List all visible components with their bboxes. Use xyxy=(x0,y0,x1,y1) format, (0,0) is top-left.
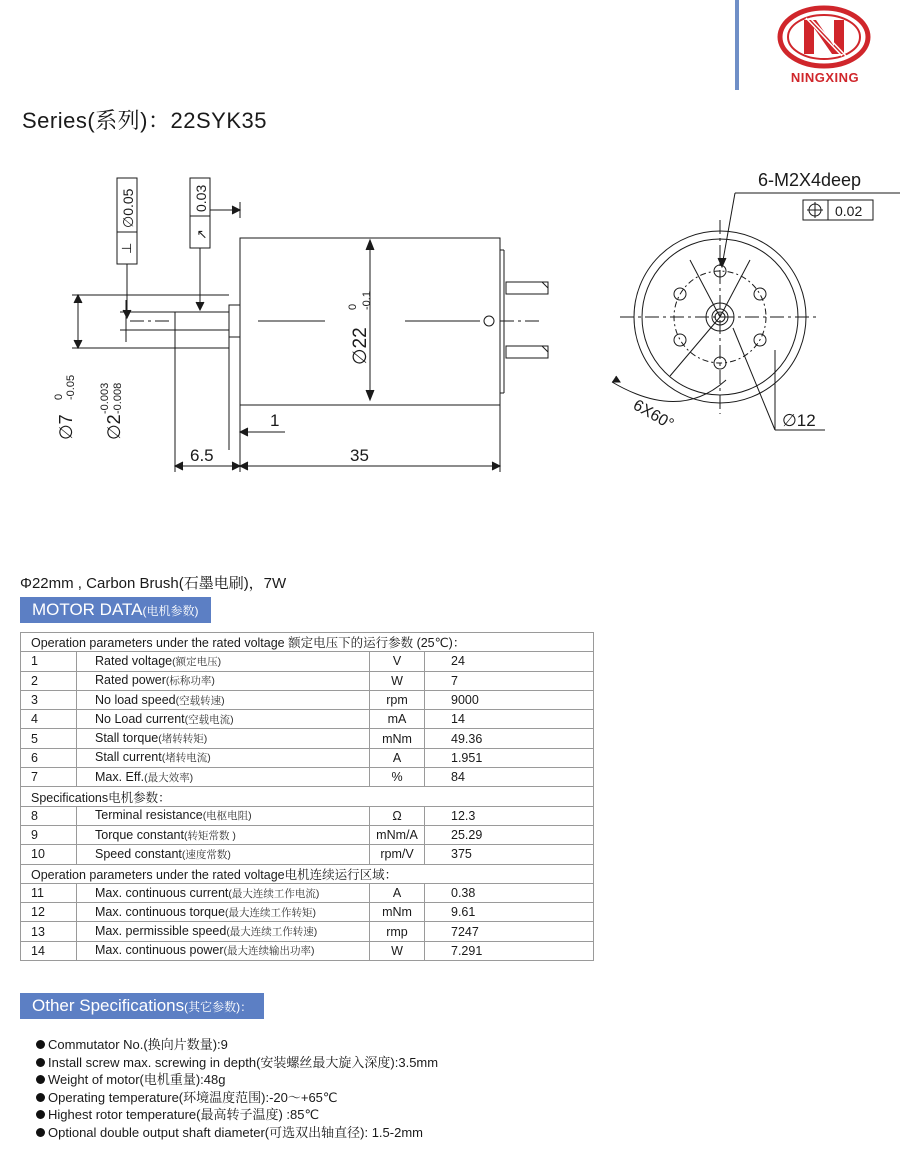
motor-drawing xyxy=(0,150,920,480)
dim-boss-length: 1 xyxy=(270,411,280,430)
bullet-icon xyxy=(36,1128,45,1137)
table-row: 9 Torque constant(转矩常数 ) mNm/A 25.29 xyxy=(21,825,594,844)
table-row: 2 Rated power(标称功率) W 7 xyxy=(21,671,594,690)
list-item: Weight of motor(电机重量):48g xyxy=(36,1071,438,1089)
motor-data-title: MOTOR DATA xyxy=(32,600,143,619)
bullet-icon xyxy=(36,1110,45,1119)
list-item: Highest rotor temperature(最高转子温度) :85℃ xyxy=(36,1106,438,1124)
table-row: 4 No Load current(空载电流) mA 14 xyxy=(21,710,594,729)
dim-shaft-tol-low: -0.008 xyxy=(112,382,124,414)
tol-box-2-value: 0.03 xyxy=(193,184,209,212)
motor-data-table xyxy=(20,632,594,961)
dim-body-tol-low: -0.1 xyxy=(361,291,373,310)
tol-box-2-symbol: ↗ xyxy=(194,229,209,240)
motor-data-title-cn: (电机参数) xyxy=(142,604,199,618)
brand-name: NINGXING xyxy=(790,70,860,85)
table-row: 7 Max. Eff.(最大效率) % 84 xyxy=(21,768,594,787)
bullet-icon xyxy=(36,1093,45,1102)
table-row: 11 Max. continuous current(最大连续工作电流) A 0.38 xyxy=(21,883,594,902)
series-title: Series(系列)：22SYK35 xyxy=(22,108,267,133)
bullet-icon xyxy=(36,1058,45,1067)
bolt-circle-diameter: ∅12 xyxy=(782,411,816,430)
table-section-header: Operation parameters under the rated voltage电机连续运行区域： xyxy=(21,864,594,883)
table-row: 8 Terminal resistance(电枢电阻) Ω 12.3 xyxy=(21,806,594,825)
table-section-header: Operation parameters under the rated voltage 额定电压下的运行参数 (25℃)： xyxy=(21,633,594,652)
list-item: Optional double output shaft diameter(可选双出轴直径): 1.5-2mm xyxy=(36,1124,438,1142)
screw-hole-spec: 6-M2X4deep xyxy=(758,170,862,190)
header-divider xyxy=(735,0,739,90)
dim-boss-tol-up: 0 xyxy=(53,393,65,400)
table-row: 5 Stall torque(堵转转矩) mNm 49.36 xyxy=(21,729,594,748)
table-row: 3 No load speed(空载转速) rpm 9000 xyxy=(21,690,594,709)
dim-shaft-tol-up: -0.003 xyxy=(99,382,111,414)
bullet-icon xyxy=(36,1040,45,1049)
table-row: 13 Max. permissible speed(最大连续工作转速) rmp 7247 xyxy=(21,922,594,941)
tol-box-1-value: ∅0.05 xyxy=(120,188,136,228)
dim-boss-tol-low: -0.05 xyxy=(65,374,77,400)
list-item: Commutator No.(换向片数量):9 xyxy=(36,1036,438,1054)
other-specs-title-cn: (其它参数)： xyxy=(184,1000,253,1014)
table-row: 10 Speed constant(速度常数) rpm/V 375 xyxy=(21,845,594,864)
other-specs-list xyxy=(36,1036,438,1141)
table-row: 12 Max. continuous torque(最大连续工作转矩) mNm 9.61 xyxy=(21,903,594,922)
dim-shaft-length: 6.5 xyxy=(190,446,214,465)
other-specs-header xyxy=(20,993,264,1019)
table-row: 6 Stall current(堵转电流) A 1.951 xyxy=(21,748,594,767)
dim-body-diameter: ∅22 xyxy=(350,327,371,365)
table-row: 14 Max. continuous power(最大连续输出功率) W 7.291 xyxy=(21,941,594,960)
table-row: 1 Rated voltage(额定电压) V 24 xyxy=(21,652,594,671)
motor-spec-line: Φ22mm , Carbon Brush(石墨电刷)，7W xyxy=(20,575,287,592)
bullet-icon xyxy=(36,1075,45,1084)
dim-body-tol-up: 0 xyxy=(347,303,359,310)
tol-box-1-symbol: ⊥ xyxy=(119,242,134,254)
angle-dim: 6X60° xyxy=(630,396,677,434)
list-item: Install screw max. screwing in depth(安装螺丝最大旋入深度):3.5mm xyxy=(36,1054,438,1072)
motor-data-header xyxy=(20,597,211,623)
ningxing-logo-icon xyxy=(776,4,872,70)
table-section-header: Specifications电机参数： xyxy=(21,787,594,806)
list-item: Operating temperature(环境温度范围):-20～+65℃ xyxy=(36,1089,438,1107)
position-tolerance-value: 0.02 xyxy=(835,203,863,219)
other-specs-title: Other Specifications xyxy=(32,996,185,1015)
dim-boss-diameter: ∅7 xyxy=(56,414,76,440)
dim-body-length: 35 xyxy=(350,446,369,465)
dim-shaft-diameter: ∅2 xyxy=(104,414,124,440)
